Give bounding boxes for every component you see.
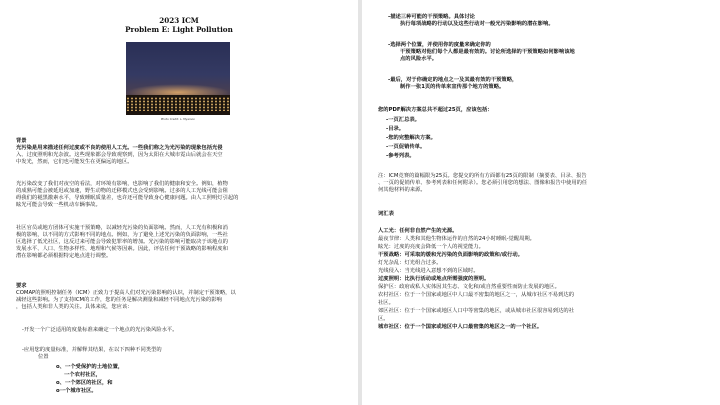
- para3-line: 发展水平、人口、生物多样性、地理和气候等因素。因此，评估任何干预战略的影响程度和: [16, 246, 228, 252]
- note-line: 何其他材料的来源。: [378, 187, 426, 193]
- glossary-entry: 农村社区：位于一个国家或地区中人口最不密集的地区之一，从城市社区不易到达的: [378, 292, 574, 298]
- pdf-item: -一页促销传单。: [386, 144, 426, 150]
- glossary-entry: 干预战略：可采取的缓和光污染的负面影响的政策和/或行动。: [378, 252, 523, 258]
- para3-line: 潜在影响都必须根据特定地点进行调整。: [16, 253, 112, 259]
- pdf-item: -参考列表。: [386, 153, 415, 159]
- para3-line: 极的影响，以不同的方式影响不同的地点。例如，为了避免上述光污染的负面影响，一些社: [16, 232, 228, 238]
- glossary-entry: 人工光：任何非自然产生的光源。: [378, 228, 458, 234]
- light-pollution-photo: [126, 42, 230, 115]
- glossary-entry: 灯光杂乱：灯光组合过多。: [378, 260, 442, 266]
- location-item: -选择两个位置，并使用你的度量来确定你的: [388, 42, 491, 48]
- glossary-entry: 过度照明：比执行活动或地点所需强度的照明。: [378, 276, 490, 282]
- background-heading: 背景: [16, 138, 27, 144]
- bullet-apply: -应用您的度量标准，并解释其结果，在以下四种不同类型的: [22, 347, 162, 353]
- requirements-line: COMAP的照明控制任务（ICM）正致力于提高人们对光污染影响的认识，并制定干预策略，以: [16, 290, 236, 296]
- para2-line: 眩光可能会导致一些机动车辆事故。: [16, 202, 101, 208]
- note-line: 、一页的促销传单、参考列表和任何附录）。您必须引用您的想法、图像和报告中使用的任: [378, 180, 588, 186]
- para2-line: 光污染改变了我们对夜空的看法，对环境有影响，也影响了我们的健康和安全。例如，植物: [16, 181, 228, 187]
- para3-line: 区选择了低光社区，这反过来可能会导致犯罪率的增加。光污染的影响可能取决于该地点的: [16, 239, 228, 245]
- pdf-item: -您的完整解决方案。: [386, 135, 436, 141]
- sub-item: 一个农村社区，: [64, 372, 102, 378]
- flyer-item: -最后，对于你确定的地点之一及其最有效的干预策略，: [388, 77, 518, 83]
- sub-item: o一个城市社区。: [56, 388, 97, 394]
- glossary-heading: 词汇表: [378, 211, 394, 217]
- strategy-item: -描述三种可能的干预策略。具体讨论: [388, 14, 475, 20]
- glossary-entry: 区。: [378, 316, 389, 322]
- strategy-item-cont: 执行每项战略的行动以及这些行动对一般光污染影响的潜在影响。: [400, 21, 554, 27]
- sub-item: o、一个郊区的社区，和: [56, 380, 113, 386]
- background-line: 光污染是用来描述任何过度或不良的使用人工光。一些我们称之为光污染的现象包括光侵: [16, 145, 223, 151]
- glossary-entry: 郊区社区：位于一个国家或地区人口中等密集的地区，或从城市社区很容易到达的社: [378, 308, 574, 314]
- left-page: [0, 0, 358, 405]
- requirements-line: ，包括人类和非人类的关注。具体来说，您应该：: [16, 304, 133, 310]
- sub-item: o、一个受保护的土地位置，: [56, 364, 124, 370]
- location-item-cont: 点的风险水平。: [400, 56, 438, 62]
- pdf-item: -一页汇总表。: [386, 117, 420, 123]
- para2-line: 碍我们的褪黑激素水平，导致睡眠质量差，也许还可能导致身心健康问题。由人工照明灯引起的: [16, 195, 239, 201]
- bullet-metric: -开发一个广泛适用的度量标准来确定一个地点的光污染风险水平。: [22, 327, 178, 333]
- pdf-intro: 您的PDF解决方案总共不超过25页，应该包括：: [378, 107, 493, 113]
- flyer-item-cont: 制作一张1页的传单来宣传那个地方的策略。: [400, 84, 505, 90]
- background-line: 入、过度照明和光杂波。这些现象都会导致观察到，因为太阳在大城市霓山后就会在天空: [16, 152, 223, 158]
- requirements-heading: 要求: [16, 283, 27, 289]
- glossary-entry: 社区。: [378, 300, 394, 306]
- location-item-cont: 干预策略对他们每个人都是最有效的。讨论所选择的干预策略如何影响该地: [400, 49, 575, 55]
- glossary-entry: 城市社区：位于一个国家或地区中人口最密集的地区之一的一个社区。: [378, 324, 543, 330]
- glossary-entry: 光线侵入：当光线进入意想不到的区域时。: [378, 268, 479, 274]
- para2-line: 的成熟可能会被延迟或加速，野生动物的迁移模式也会受到影响。过多的人工光线可能会阻: [16, 188, 228, 194]
- glossary-entry: 保护区：政府或私人实体因其生态、文化和/或自然重要性而防止发展的地区。: [378, 284, 560, 290]
- title-line-2: Problem E: Light Pollution: [125, 25, 233, 34]
- photo-credit: Photo Credit: L. Myerson: [160, 117, 196, 121]
- requirements-line: 减轻这些影响。为了支持ICM的工作，您的任务是解决测量和减轻不同地点光污染的影响: [16, 297, 222, 303]
- document-title: [0, 16, 358, 34]
- para3-line: 社区官员或地方团体可实施干预策略，以减轻光污染的负面影响。然而，人工光有积极和消: [16, 225, 228, 231]
- bullet-apply-cont: 位置: [38, 354, 49, 360]
- background-line: 中发光，然而，它们也可能发生在更偏远的地区。: [16, 159, 133, 165]
- title-line-1: 2023 ICM: [159, 16, 199, 25]
- glossary-entry: 最夜节律：人类和其他生物体运作的自然的24小时睡眠-觉醒周期。: [378, 236, 535, 242]
- glossary-entry: 眩光：过度的亮度会降低一个人的视觉能力。: [378, 244, 484, 250]
- note-line: 注：ICM竞赛的篇幅限为25页。您提交的所有方面都有25页的限制（摘要表、目录、报告: [378, 173, 587, 179]
- pdf-item: -目录。: [386, 126, 405, 132]
- right-page: [362, 0, 720, 405]
